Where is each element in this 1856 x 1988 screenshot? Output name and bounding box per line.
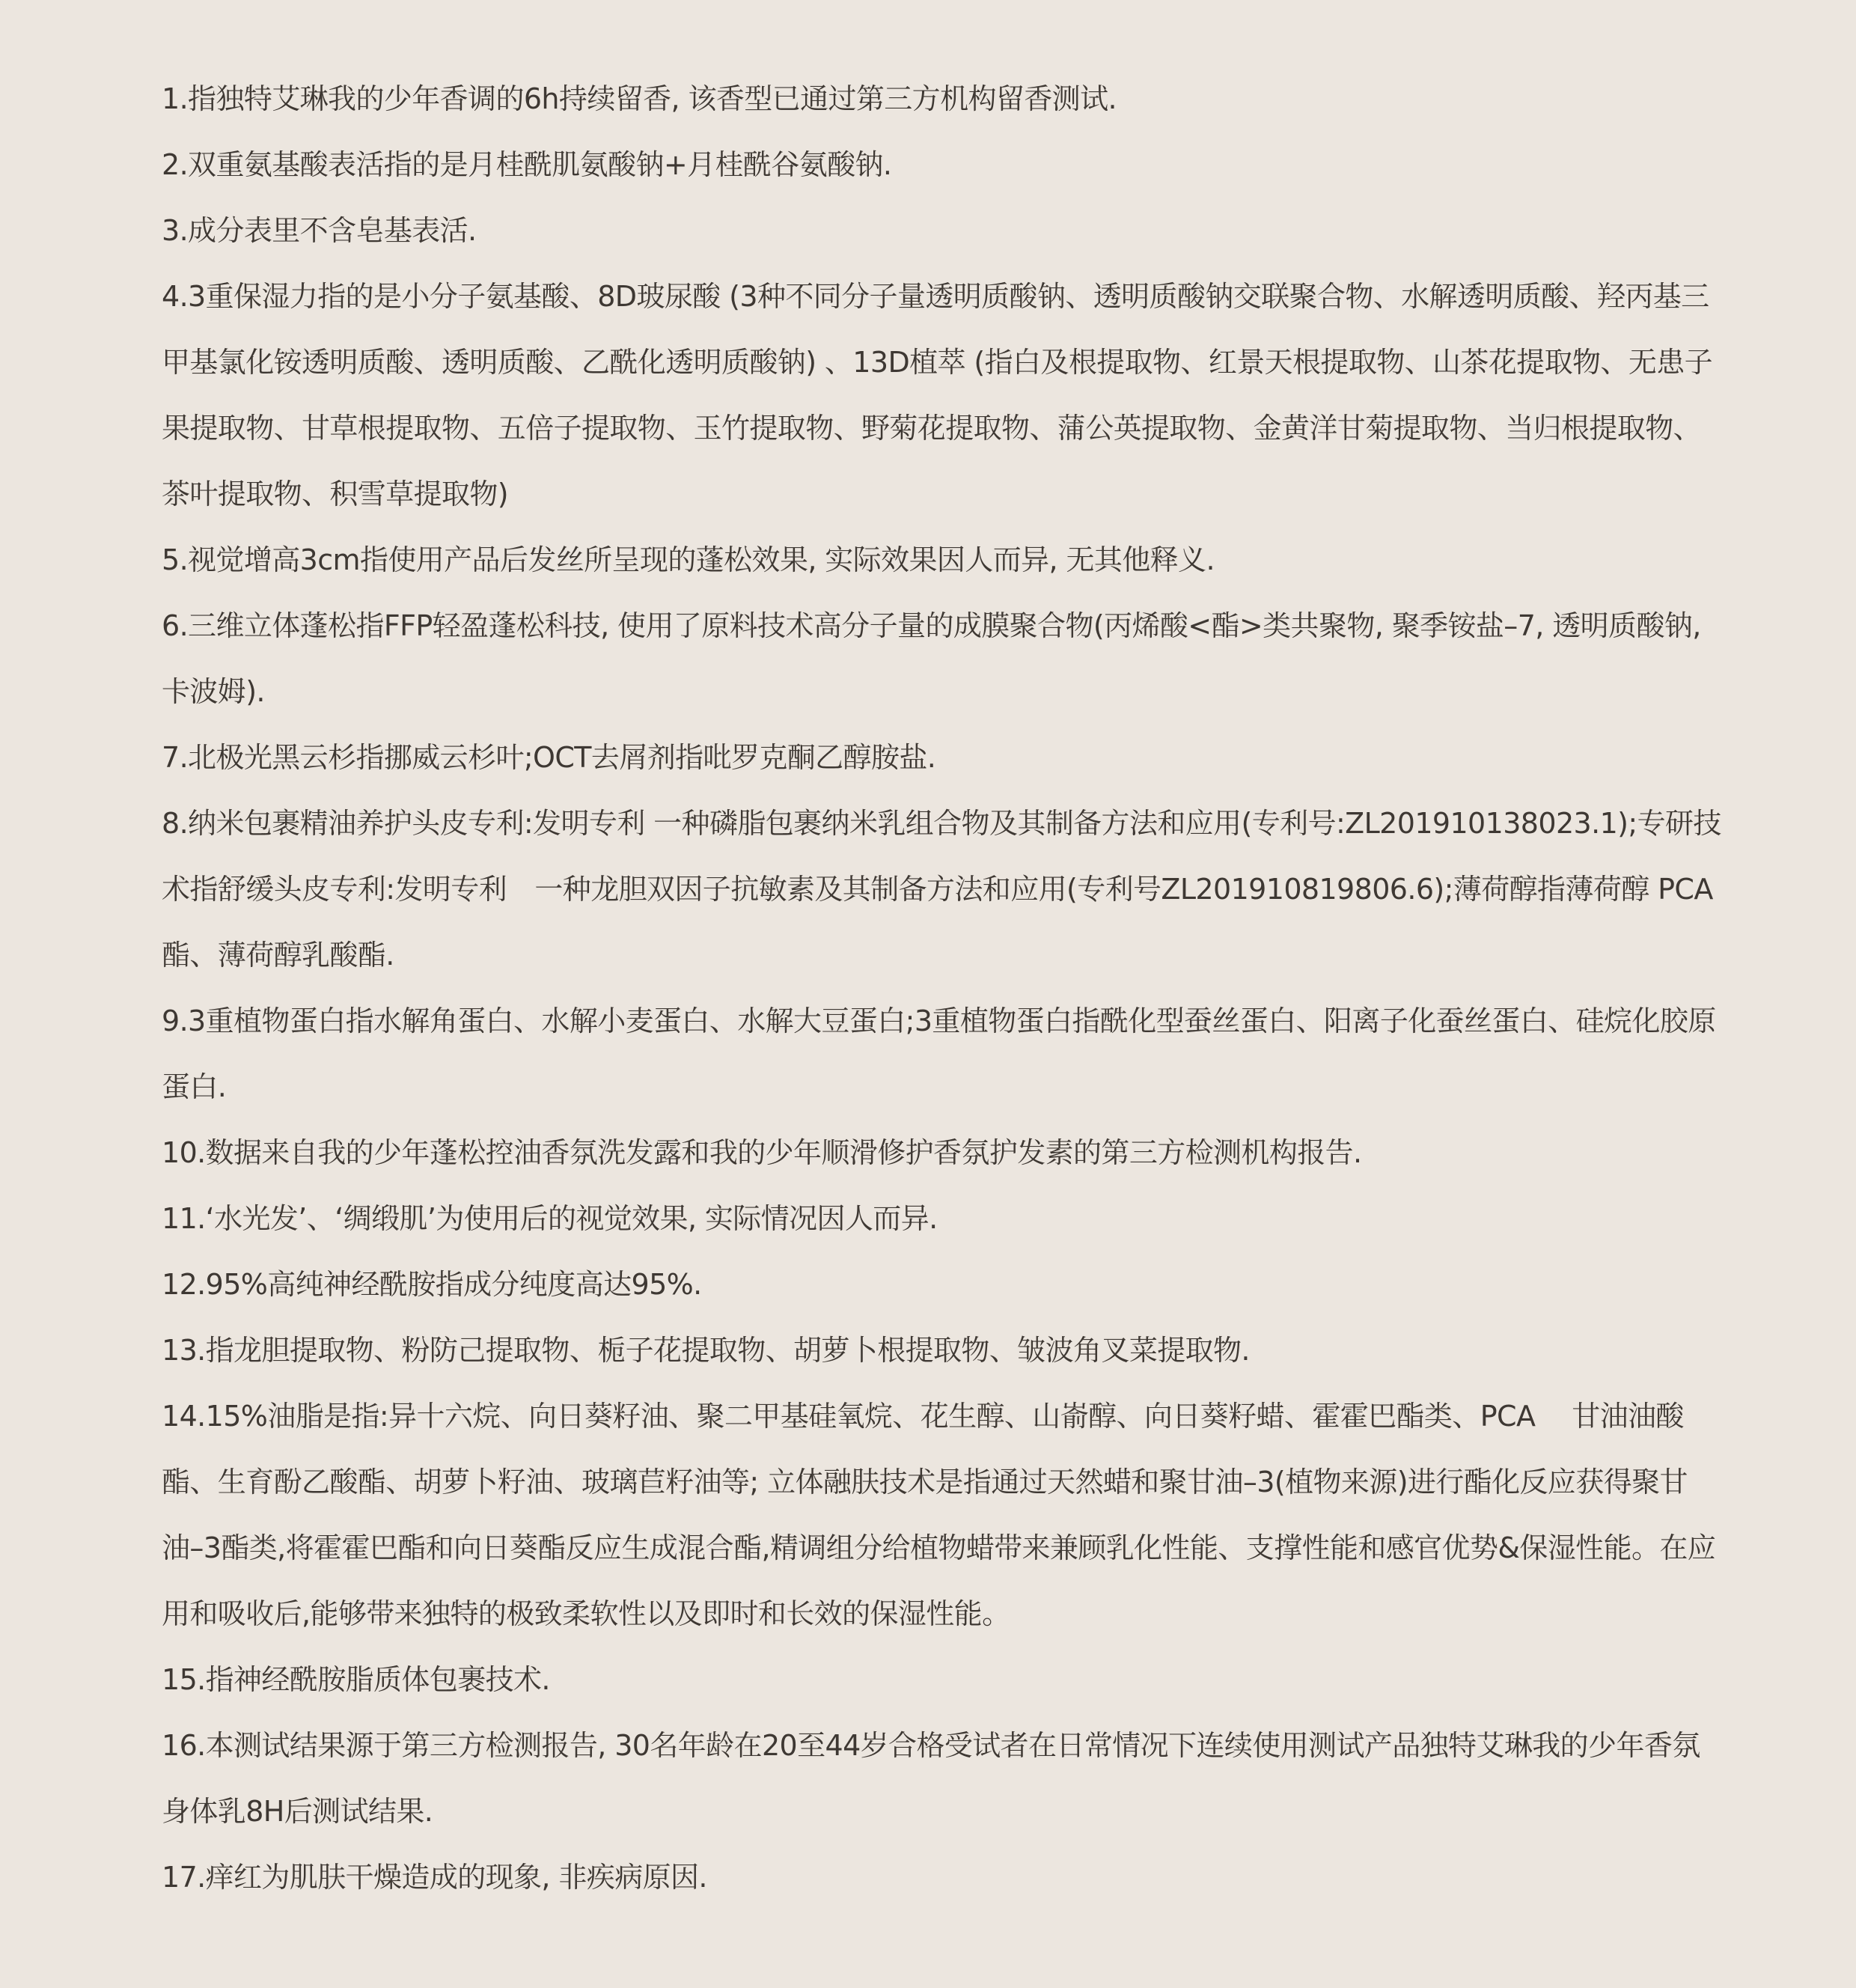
footnote-4: 4.3重保湿力指的是小分子氨基酸、8D玻尿酸 (3种不同分子量透明质酸钠、透明质酸钠交联聚合物、水解透明质酸、羟丙基三甲基氯化铵透明质酸、透明质酸、乙酰化透明质酸钠) 、13D植萃 (指白及根提取物、红景天根提取物、山茶花提取物、无患子果提取物、甘草根提取物、五倍子提取物、玉竹提取物、野菊花提取物、蒲公英提取物、金黄洋甘菊提取物、当归根提取物、茶叶提取物、积雪草提取物) — [162, 280, 1713, 510]
footnote-list — [162, 66, 1721, 1910]
footnote-13: 13.指龙胆提取物、粉防己提取物、栀子花提取物、胡萝卜根提取物、皱波角叉菜提取物. — [162, 1334, 1250, 1367]
footnote-5: 5.视觉增高3cm指使用产品后发丝所呈现的蓬松效果, 实际效果因人而异, 无其他释义. — [162, 543, 1215, 576]
footnote-3: 3.成分表里不含皂基表活. — [162, 214, 477, 247]
footnote-8: 8.纳米包裹精油养护头皮专利:发明专利 一种磷脂包裹纳米乳组合物及其制备方法和应用(专利号:ZL201910138023.1);专研技术指舒缓头皮专利:发明专利 一种龙胆双因子抗敏素及其制备方法和应用(专利号ZL201910819806.6);薄荷醇指薄荷醇 PCA 酯、薄荷醇乳酸酯. — [162, 807, 1721, 972]
footnote-10: 10.数据来自我的少年蓬松控油香氛洗发露和我的少年顺滑修护香氛护发素的第三方检测机构报告. — [162, 1136, 1362, 1169]
footnote-11: 11.‘水光发’、‘绸缎肌’为使用后的视觉效果, 实际情况因人而异. — [162, 1202, 938, 1235]
footnote-1: 1.指独特艾琳我的少年香调的6h持续留香, 该香型已通过第三方机构留香测试. — [162, 82, 1117, 115]
footnote-7: 7.北极光黑云杉指挪威云杉叶;OCT去屑剂指吡罗克酮乙醇胺盐. — [162, 741, 936, 774]
footnote-6: 6.三维立体蓬松指FFP轻盈蓬松科技, 使用了原料技术高分子量的成膜聚合物(丙烯酸<酯>类共聚物, 聚季铵盐–7, 透明质酸钠, 卡波姆). — [162, 609, 1701, 708]
footnote-16: 16.本测试结果源于第三方检测报告, 30名年龄在20至44岁合格受试者在日常情况下连续使用测试产品独特艾琳我的少年香氛身体乳8H后测试结果. — [162, 1729, 1700, 1828]
footnote-17: 17.痒红为肌肤干燥造成的现象, 非疾病原因. — [162, 1861, 707, 1894]
footnote-12: 12.95%高纯神经酰胺指成分纯度高达95%. — [162, 1268, 702, 1301]
footnote-9: 9.3重植物蛋白指水解角蛋白、水解小麦蛋白、水解大豆蛋白;3重植物蛋白指酰化型蚕丝蛋白、阳离子化蚕丝蛋白、硅烷化胶原蛋白. — [162, 1004, 1716, 1103]
footnote-15: 15.指神经酰胺脂质体包裹技术. — [162, 1663, 550, 1696]
footnote-14: 14.15%油脂是指:异十六烷、向日葵籽油、聚二甲基硅氧烷、花生醇、山嵛醇、向日葵籽蜡、霍霍巴酯类、PCA 甘油油酸酯、生育酚乙酸酯、胡萝卜籽油、玻璃苣籽油等; 立体融肤技术是指通过天然蜡和聚甘油–3(植物来源)进行酯化反应获得聚甘油–3酯类,将霍霍巴酯和向日葵酯反应生成混合酯,精调组分给植物蜡带来兼顾乳化性能、支撑性能和感官优势&保湿性能。在应用和吸收后,能够带来独特的极致柔软性以及即时和长效的保湿性能。 — [162, 1400, 1716, 1630]
footnote-2: 2.双重氨基酸表活指的是月桂酰肌氨酸钠+月桂酰谷氨酸钠. — [162, 148, 892, 181]
